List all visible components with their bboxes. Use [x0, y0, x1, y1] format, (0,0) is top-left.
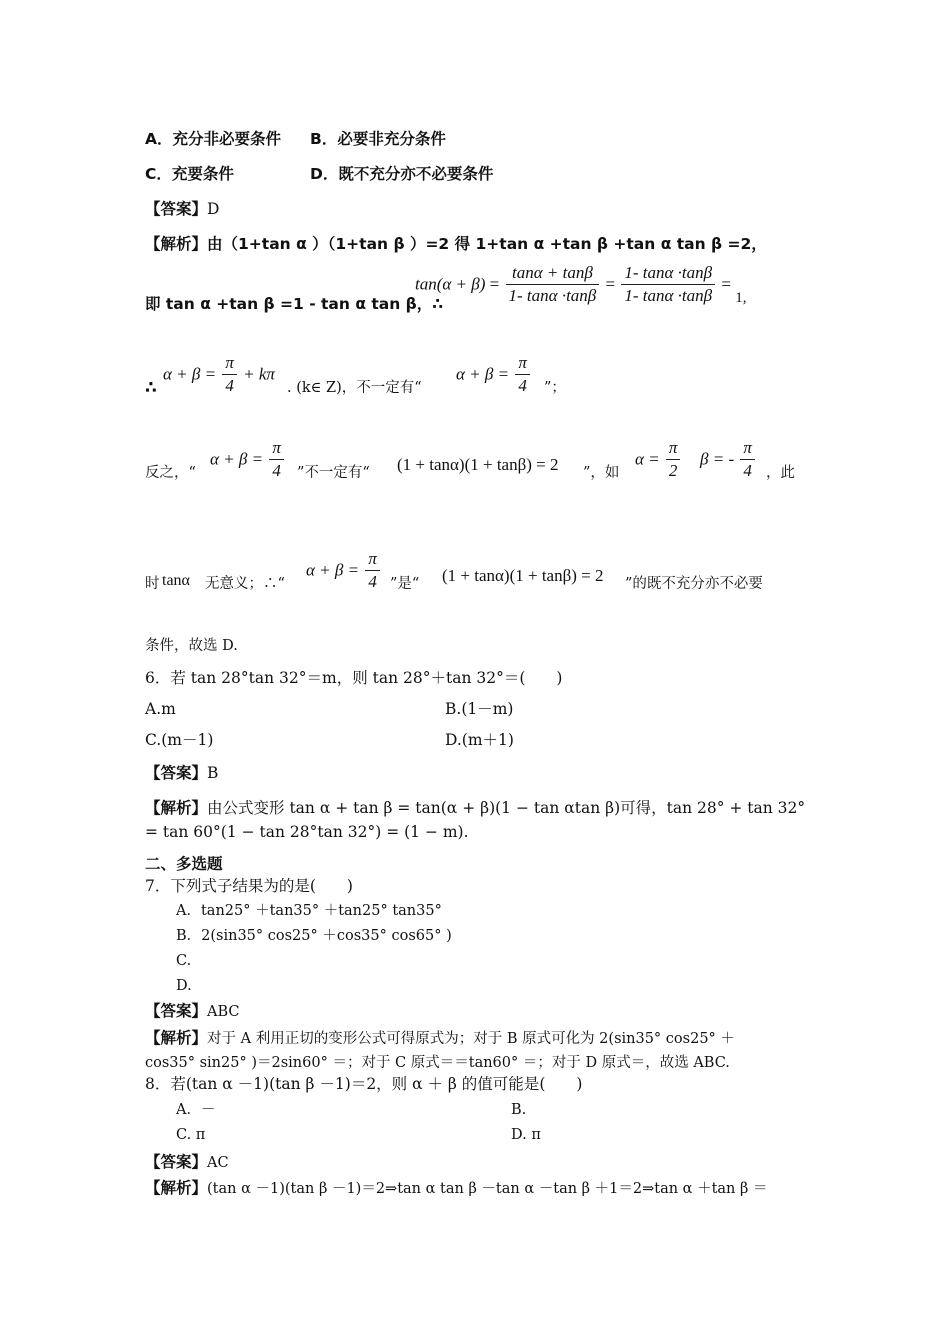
tan-sum-equation: tan(α + β) = $\frac{\tan\alpha + \tan\beta}{1- \tan\alpha \cdot\tan\beta}$ = $\frac{1- \tan\alpha \cdot\tan\beta}{1- \tan\alpha \cdot\tan\beta}$ = 1, — [415, 263, 747, 306]
q7-analysis-line2: cos35° sin25° )＝2sin60° ＝；对于 C 原式＝＝tan60° ＝；对于 D 原式＝，故选 ABC. — [145, 1055, 730, 1071]
q6-option-d: D.(m＋1) — [445, 731, 514, 749]
answer-label: 【答案】 — [145, 200, 208, 218]
q5-line3-text: . (k∈ Z)，不一定有“ — [287, 380, 422, 396]
answer-value: D — [207, 200, 220, 218]
q5-line4-text: 反之，“ — [145, 465, 196, 481]
q8-option-c: C. π — [176, 1127, 206, 1143]
q5-line5-text: 时 — [145, 576, 160, 592]
fraction: $\frac{\tan\alpha + \tan\beta}{1- \tan\alpha \cdot\tan\beta}$ — [506, 262, 600, 307]
alpha-beta-kpi-expr: α + β = $\frac{\pi}{4}$ + kπ — [163, 353, 275, 395]
q8-analysis-line1: 【解析】(tan α －1)(tan β －1)＝2⇒tan α tan β －tan α －tan β ＋1＝2⇒tan α ＋tan β ＝ — [145, 1179, 768, 1197]
beta-value-expr: β = - $\frac{\pi}{4}$ — [700, 437, 757, 482]
q7-stem: 7．下列式子结果为的是( ) — [145, 877, 353, 895]
q5-analysis-line1: 【解析】由（1+tan α ）（1+tan β ）=2 得 1+tan α +tan β +tan α tan β =2， — [145, 235, 767, 253]
fraction: $\frac{1- \tan\alpha \cdot\tan\beta}{1- \tan\alpha \cdot\tan\beta}$ — [621, 262, 715, 307]
q7-option-d: D. — [176, 978, 192, 994]
q6-option-b: B.(1－m) — [445, 700, 514, 718]
q5-analysis-line2: 即 tan α +tan β =1 - tan α tan β，∴ — [145, 295, 444, 313]
therefore-symbol: ∴ — [145, 378, 157, 398]
q6-analysis-line2: = tan 60°(1 − tan 28°tan 32°) = (1 − m). — [145, 823, 469, 841]
q6-stem: 6．若 tan 28°tan 32°＝m，则 tan 28°＋tan 32°＝( ) — [145, 669, 563, 687]
alpha-beta-pi4-expr: α + β = $\frac{\pi}{4}$ — [456, 352, 532, 397]
alpha-value-expr: α = $\frac{\pi}{2}$ — [635, 437, 682, 482]
analysis-label: 【解析】 — [145, 235, 208, 253]
q6-answer: 【答案】B — [145, 764, 219, 782]
q5-option-a: A．充分非必要条件 — [145, 130, 281, 148]
condition-expr: (1 + tanα)(1 + tanβ) = 2 — [397, 455, 559, 474]
q8-stem: 8．若(tan α －1)(tan β －1)＝2，则 α ＋ β 的值可能是( ) — [145, 1075, 583, 1093]
q8-option-d: D. π — [511, 1127, 541, 1143]
q8-option-b: B. — [511, 1102, 527, 1118]
q8-answer: 【答案】AC — [145, 1153, 229, 1171]
q6-option-c: C.(m－1) — [145, 731, 214, 749]
q7-answer: 【答案】ABC — [145, 1002, 240, 1020]
q5-option-c: C．充要条件 — [145, 165, 234, 183]
alpha-beta-pi4-expr: α + β = $\frac{\pi}{4}$ — [306, 548, 382, 593]
q8-option-a: A．－ — [176, 1102, 216, 1118]
q7-option-b: B．2(sin35° cos25° ＋cos35° cos65° ) — [176, 928, 452, 944]
q5-option-b: B．必要非充分条件 — [310, 130, 446, 148]
q5-answer — [145, 199, 219, 219]
condition-expr: (1 + tanα)(1 + tanβ) = 2 — [442, 566, 604, 585]
q7-option-a: A．tan25° ＋tan35° ＋tan25° tan35° — [176, 903, 442, 919]
q7-option-c: C. — [176, 953, 192, 969]
q5-option-d: D．既不充分亦不必要条件 — [310, 165, 494, 183]
section-heading: 二、多选题 — [145, 855, 223, 873]
q6-option-a: A.m — [145, 700, 176, 718]
alpha-beta-pi4-expr: α + β = $\frac{\pi}{4}$ — [210, 437, 286, 482]
q5-line6-text: 条件，故选 D. — [145, 638, 238, 654]
q6-analysis-line1: 【解析】由公式变形 tan α + tan β = tan(α + β)(1 − tan αtan β)可得，tan 28° + tan 32° — [145, 799, 806, 817]
q7-analysis-line1: 【解析】对于 A 利用正切的变形公式可得原式为；对于 B 原式可化为 2(sin35° cos25° ＋ — [145, 1029, 735, 1047]
